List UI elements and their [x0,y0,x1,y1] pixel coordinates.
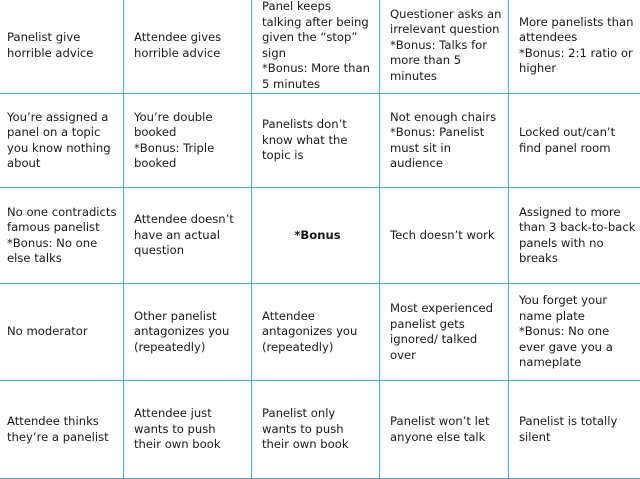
bingo-cell: Locked out/can’t find panel room [509,94,640,188]
bingo-row-3 [0,188,640,284]
bingo-cell: No moderator [0,284,124,381]
bingo-cell: Assigned to more than 3 back-to-back panels with no breaks [509,188,640,284]
bingo-cell: Panelist won’t let anyone else talk [380,381,509,479]
bingo-cell: Panelist is totally silent [509,381,640,479]
bingo-row-1 [0,0,640,94]
bingo-cell: Panelist give horrible advice [0,0,124,94]
bingo-row-2 [0,94,640,188]
bingo-cell: Panelists don’t know what the topic is [252,94,380,188]
bingo-cell: Attendee thinks they’re a panelist [0,381,124,479]
bingo-cell: You forget your name plate *Bonus: No one ever gave you a nameplate [509,284,640,381]
bingo-cell: No one contradicts famous panelist *Bonus: No one else talks [0,188,124,284]
bingo-cell: Questioner asks an irrelevant question *Bonus: Talks for more than 5 minutes [380,0,509,94]
bingo-cell: Panel keeps talking after being given the “stop” sign *Bonus: More than 5 minutes [252,0,380,94]
bingo-cell: Attendee antagonizes you (repeatedly) [252,284,380,381]
bingo-cell: You’re double booked *Bonus: Triple booked [124,94,252,188]
bingo-cell: Attendee just wants to push their own book [124,381,252,479]
bingo-cell: Attendee doesn’t have an actual question [124,188,252,284]
bingo-center-bonus-cell: *Bonus [252,188,380,284]
bingo-cell: Most experienced panelist gets ignored/ talked over [380,284,509,381]
bingo-cell: Attendee gives horrible advice [124,0,252,94]
bingo-cell: You’re assigned a panel on a topic you know nothing about [0,94,124,188]
bingo-cell: Not enough chairs *Bonus: Panelist must sit in audience [380,94,509,188]
bingo-cell: More panelists than attendees *Bonus: 2:1 ratio or higher [509,0,640,94]
bingo-cell: Tech doesn’t work [380,188,509,284]
bingo-cell: Other panelist antagonizes you (repeatedly) [124,284,252,381]
bingo-row-5 [0,381,640,479]
bingo-row-4 [0,284,640,381]
bingo-cell: Panelist only wants to push their own book [252,381,380,479]
